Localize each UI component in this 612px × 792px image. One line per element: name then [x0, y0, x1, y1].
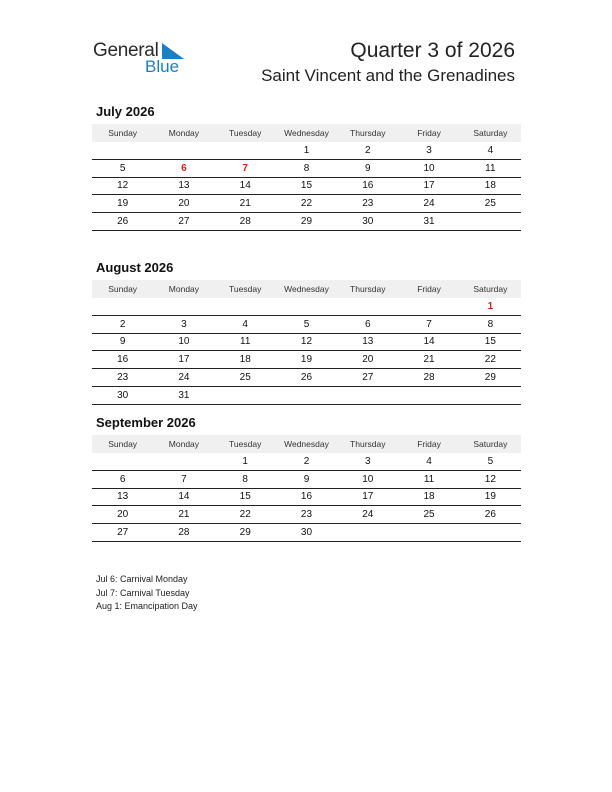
- month-july: [92, 104, 521, 231]
- empty-cell: [276, 298, 337, 315]
- weekday-header: Sunday: [108, 128, 138, 138]
- day-cell: 10: [398, 159, 459, 177]
- day-cell: 8: [215, 470, 276, 488]
- month-title: July 2026: [96, 104, 155, 119]
- day-cell: 6: [92, 470, 153, 488]
- weekday-header: Friday: [417, 128, 441, 138]
- day-cell: 9: [92, 333, 153, 351]
- empty-cell: [153, 298, 214, 315]
- week-row: [92, 213, 521, 231]
- day-cell: 10: [153, 333, 214, 351]
- day-cell: 26: [92, 213, 153, 231]
- day-cell: 17: [153, 351, 214, 369]
- day-cell: 7: [398, 315, 459, 333]
- weekday-header: Wednesday: [284, 284, 329, 294]
- day-cell: 7: [215, 159, 276, 177]
- day-cell: 15: [215, 488, 276, 506]
- day-cell: 4: [215, 315, 276, 333]
- day-cell: 21: [215, 195, 276, 213]
- day-cell: 24: [337, 506, 398, 524]
- empty-cell: [153, 453, 214, 470]
- day-cell: 16: [92, 351, 153, 369]
- empty-cell: [337, 386, 398, 404]
- holiday-notes: [96, 573, 198, 614]
- holiday-note: Jul 6: Carnival Monday: [96, 574, 188, 584]
- day-cell: 12: [92, 177, 153, 195]
- weekday-header: Monday: [168, 128, 200, 138]
- day-cell: 19: [92, 195, 153, 213]
- day-cell: 28: [215, 213, 276, 231]
- weekday-header: Sunday: [108, 439, 138, 449]
- day-cell: 21: [398, 351, 459, 369]
- weekday-header: Wednesday: [284, 128, 329, 138]
- empty-cell: [215, 386, 276, 404]
- empty-cell: [92, 142, 153, 159]
- weekday-header: Tuesday: [229, 439, 262, 449]
- weekday-header: Thursday: [350, 439, 386, 449]
- week-row: [92, 298, 521, 315]
- day-cell: 11: [398, 470, 459, 488]
- day-cell: 14: [215, 177, 276, 195]
- day-cell: 31: [398, 213, 459, 231]
- month-grid: [92, 435, 521, 542]
- day-cell: 29: [215, 524, 276, 542]
- day-cell: 20: [92, 506, 153, 524]
- week-row: [92, 524, 521, 542]
- day-cell: 22: [460, 351, 521, 369]
- week-row: [92, 333, 521, 351]
- day-cell: 1: [276, 142, 337, 159]
- weekday-header: Tuesday: [229, 284, 262, 294]
- week-row: [92, 142, 521, 159]
- empty-cell: [276, 386, 337, 404]
- page-subtitle: Saint Vincent and the Grenadines: [261, 66, 515, 85]
- weekday-header-row: [92, 124, 521, 142]
- empty-cell: [460, 524, 521, 542]
- week-row: [92, 386, 521, 404]
- week-row: [92, 453, 521, 470]
- day-cell: 27: [92, 524, 153, 542]
- weekday-header-row: [92, 435, 521, 453]
- logo-word-blue: Blue: [145, 57, 180, 76]
- day-cell: 26: [276, 369, 337, 387]
- month-august: [92, 260, 521, 405]
- day-cell: 30: [337, 213, 398, 231]
- day-cell: 20: [337, 351, 398, 369]
- day-cell: 19: [276, 351, 337, 369]
- week-row: [92, 315, 521, 333]
- day-cell: 12: [460, 470, 521, 488]
- day-cell: 5: [276, 315, 337, 333]
- weekday-header: Friday: [417, 439, 441, 449]
- month-grid: [92, 124, 521, 231]
- day-cell: 24: [153, 369, 214, 387]
- day-cell: 7: [153, 470, 214, 488]
- empty-cell: [460, 386, 521, 404]
- day-cell: 25: [460, 195, 521, 213]
- day-cell: 4: [460, 142, 521, 159]
- weekday-header: Saturday: [473, 439, 508, 449]
- logo-word-general: General: [93, 40, 159, 61]
- empty-cell: [337, 524, 398, 542]
- day-cell: 3: [337, 453, 398, 470]
- day-cell: 28: [398, 369, 459, 387]
- day-cell: 8: [276, 159, 337, 177]
- day-cell: 18: [460, 177, 521, 195]
- day-cell: 15: [276, 177, 337, 195]
- day-cell: 21: [153, 506, 214, 524]
- empty-cell: [92, 453, 153, 470]
- day-cell: 25: [398, 506, 459, 524]
- day-cell: 17: [337, 488, 398, 506]
- page-title: Quarter 3 of 2026: [350, 39, 515, 62]
- empty-cell: [215, 142, 276, 159]
- day-cell: 29: [276, 213, 337, 231]
- day-cell: 29: [460, 369, 521, 387]
- weekday-header: Thursday: [350, 284, 386, 294]
- weekday-header: Monday: [168, 439, 200, 449]
- day-cell: 3: [398, 142, 459, 159]
- week-row: [92, 351, 521, 369]
- weekday-header: Sunday: [108, 284, 138, 294]
- weekday-header: Friday: [417, 284, 441, 294]
- day-cell: 25: [215, 369, 276, 387]
- day-cell: 9: [276, 470, 337, 488]
- day-cell: 2: [337, 142, 398, 159]
- empty-cell: [460, 213, 521, 231]
- day-cell: 20: [153, 195, 214, 213]
- day-cell: 13: [92, 488, 153, 506]
- empty-cell: [92, 298, 153, 315]
- month-title: September 2026: [96, 415, 196, 430]
- month-grid: [92, 280, 521, 405]
- day-cell: 16: [337, 177, 398, 195]
- day-cell: 26: [460, 506, 521, 524]
- day-cell: 22: [276, 195, 337, 213]
- day-cell: 6: [153, 159, 214, 177]
- logo: [93, 40, 193, 80]
- weekday-header: Thursday: [350, 128, 386, 138]
- day-cell: 23: [92, 369, 153, 387]
- day-cell: 30: [92, 386, 153, 404]
- day-cell: 11: [215, 333, 276, 351]
- week-row: [92, 506, 521, 524]
- day-cell: 14: [398, 333, 459, 351]
- day-cell: 4: [398, 453, 459, 470]
- day-cell: 13: [153, 177, 214, 195]
- weekday-header: Saturday: [473, 128, 508, 138]
- day-cell: 17: [398, 177, 459, 195]
- day-cell: 1: [215, 453, 276, 470]
- day-cell: 11: [460, 159, 521, 177]
- day-cell: 2: [276, 453, 337, 470]
- week-row: [92, 159, 521, 177]
- holiday-note: Jul 7: Carnival Tuesday: [96, 587, 190, 598]
- day-cell: 18: [398, 488, 459, 506]
- day-cell: 5: [92, 159, 153, 177]
- weekday-header: Tuesday: [229, 128, 262, 138]
- day-cell: 24: [398, 195, 459, 213]
- day-cell: 23: [276, 506, 337, 524]
- weekday-header: Wednesday: [284, 439, 329, 449]
- day-cell: 22: [215, 506, 276, 524]
- weekday-header-row: [92, 280, 521, 298]
- day-cell: 19: [460, 488, 521, 506]
- day-cell: 27: [337, 369, 398, 387]
- empty-cell: [337, 298, 398, 315]
- week-row: [92, 470, 521, 488]
- day-cell: 15: [460, 333, 521, 351]
- week-row: [92, 177, 521, 195]
- day-cell: 28: [153, 524, 214, 542]
- empty-cell: [398, 386, 459, 404]
- day-cell: 10: [337, 470, 398, 488]
- week-row: [92, 195, 521, 213]
- day-cell: 12: [276, 333, 337, 351]
- empty-cell: [153, 142, 214, 159]
- day-cell: 13: [337, 333, 398, 351]
- day-cell: 8: [460, 315, 521, 333]
- day-cell: 27: [153, 213, 214, 231]
- holiday-note: Aug 1: Emancipation Day: [96, 601, 198, 611]
- week-row: [92, 369, 521, 387]
- day-cell: 2: [92, 315, 153, 333]
- month-september: [92, 415, 521, 542]
- day-cell: 18: [215, 351, 276, 369]
- day-cell: 5: [460, 453, 521, 470]
- day-cell: 9: [337, 159, 398, 177]
- weekday-header: Monday: [168, 284, 200, 294]
- empty-cell: [215, 298, 276, 315]
- day-cell: 6: [337, 315, 398, 333]
- day-cell: 1: [460, 298, 521, 315]
- month-title: August 2026: [96, 260, 174, 275]
- empty-cell: [398, 524, 459, 542]
- day-cell: 14: [153, 488, 214, 506]
- day-cell: 31: [153, 386, 214, 404]
- day-cell: 23: [337, 195, 398, 213]
- day-cell: 16: [276, 488, 337, 506]
- empty-cell: [398, 298, 459, 315]
- weekday-header: Saturday: [473, 284, 508, 294]
- day-cell: 3: [153, 315, 214, 333]
- week-row: [92, 488, 521, 506]
- day-cell: 30: [276, 524, 337, 542]
